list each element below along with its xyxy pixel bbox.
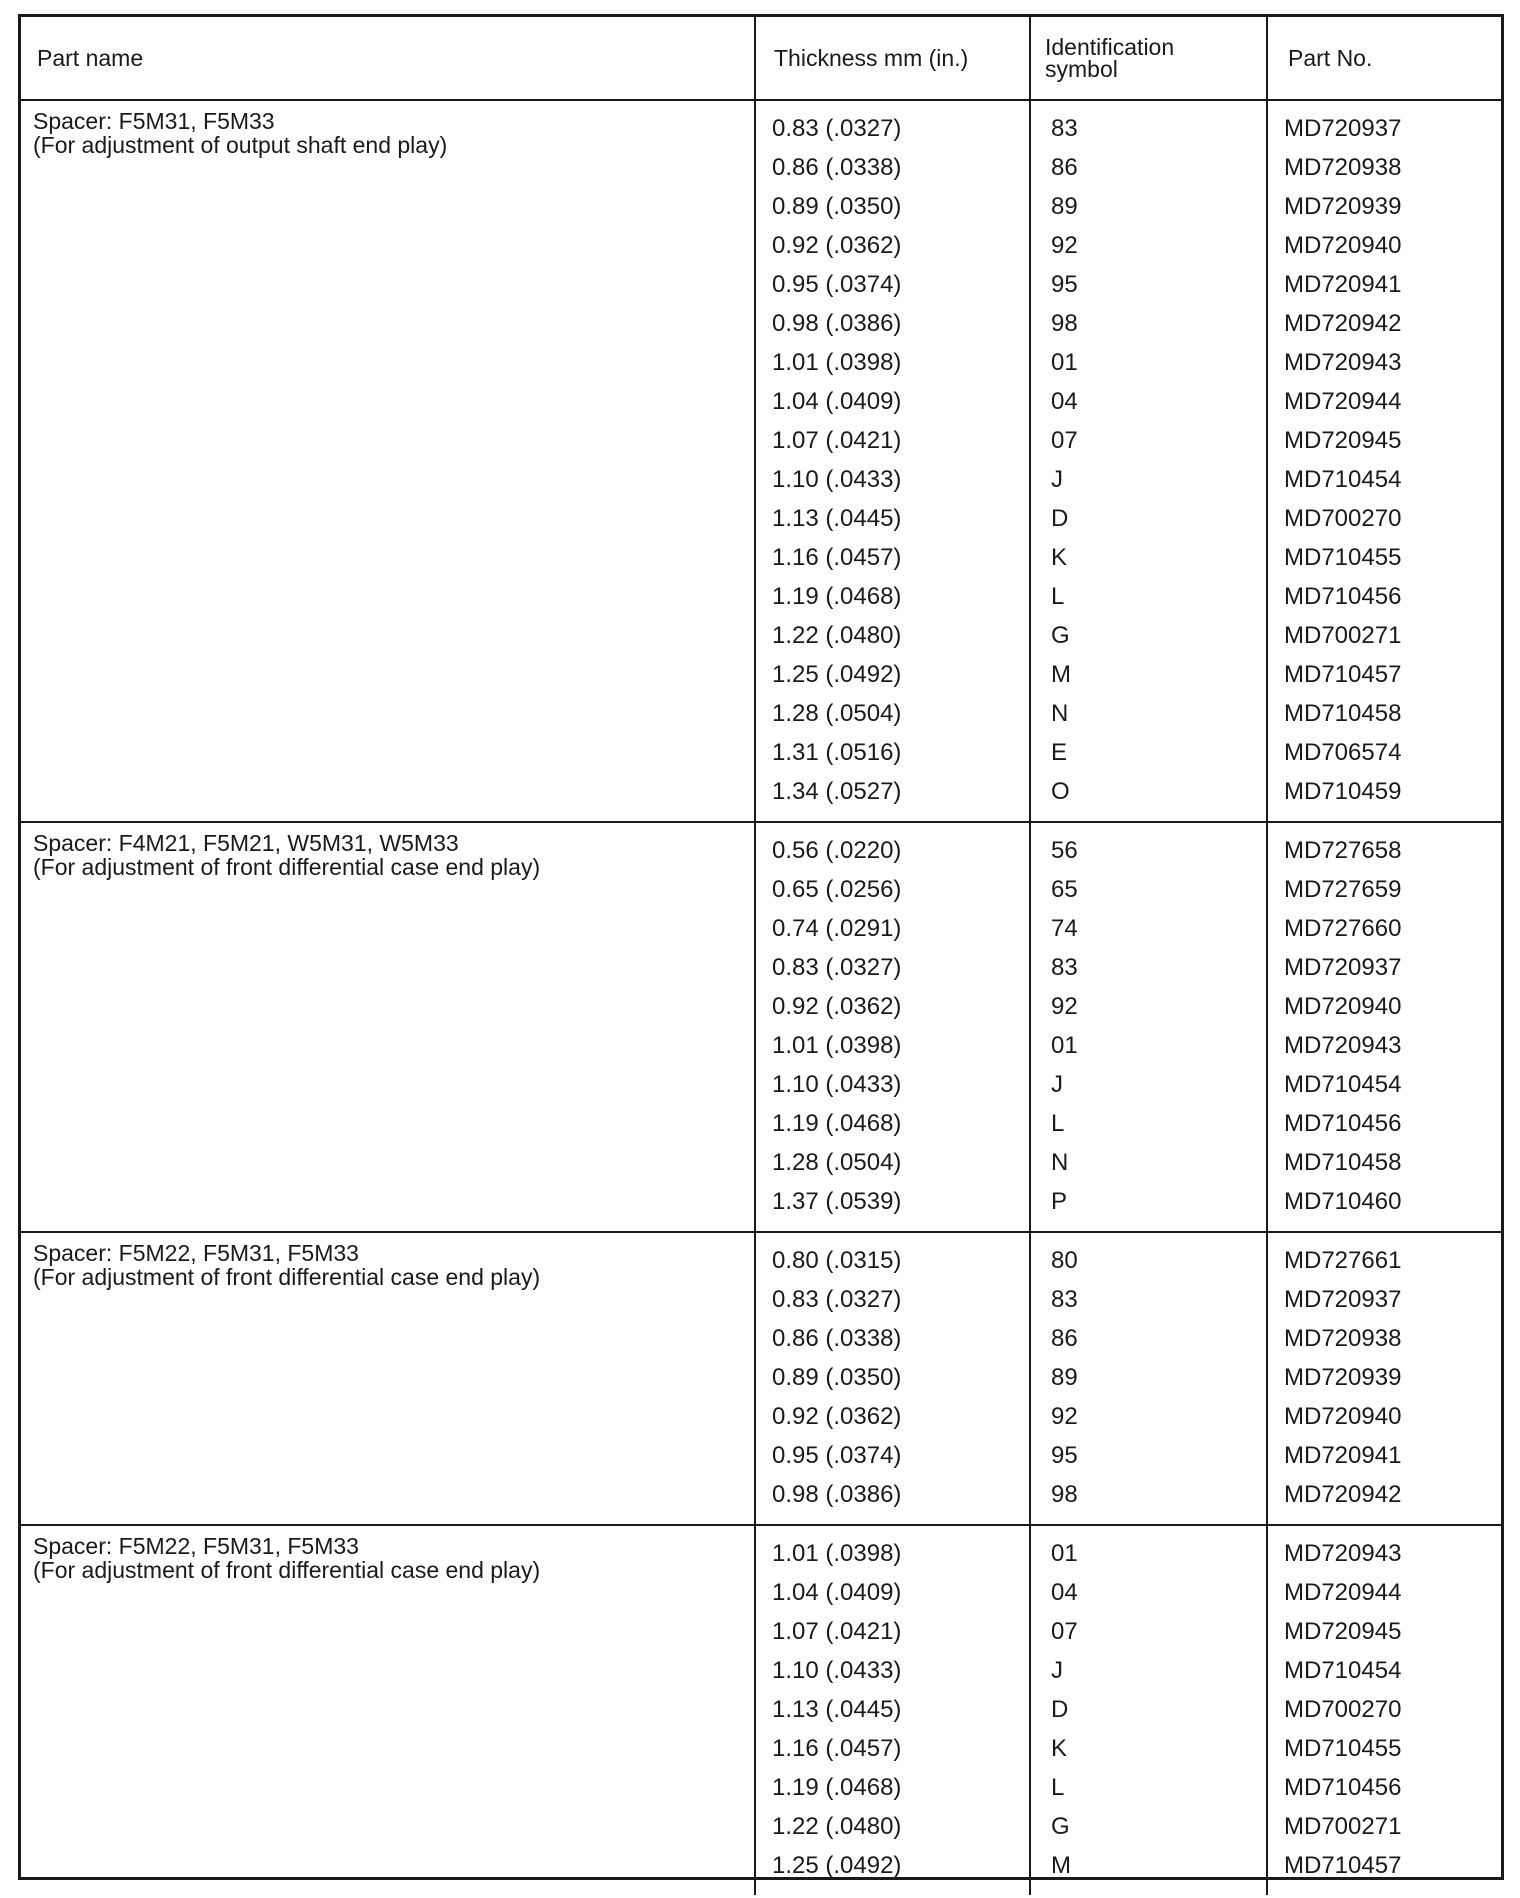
identification-symbol: D — [1051, 505, 1069, 532]
part-number: MD720938 — [1284, 154, 1402, 181]
spacer-group-3 — [21, 1232, 1501, 1525]
identification-symbol: 80 — [1051, 1247, 1078, 1274]
thickness-value: 1.19 (.0468) — [772, 583, 902, 610]
part-number: MD727660 — [1284, 915, 1402, 942]
part-number: MD710456 — [1284, 583, 1402, 610]
part-number: MD700271 — [1284, 622, 1402, 649]
thickness-value: 1.13 (.0445) — [772, 1696, 902, 1723]
identification-symbol: O — [1051, 778, 1070, 805]
part-number: MD720944 — [1284, 1579, 1402, 1606]
header-identification-line1: Identification — [1045, 34, 1175, 60]
identification-symbol: 92 — [1051, 1403, 1078, 1430]
part-name-cell — [21, 1232, 755, 1525]
part-number: MD700271 — [1284, 1813, 1402, 1840]
part-name-cell — [21, 822, 755, 1232]
thickness-value: 0.92 (.0362) — [772, 232, 902, 259]
thickness-cell — [755, 1525, 1030, 1895]
thickness-value: 1.19 (.0468) — [772, 1110, 902, 1137]
identification-symbol: 07 — [1051, 427, 1078, 454]
thickness-value: 1.07 (.0421) — [772, 1618, 902, 1645]
identification-symbol: 65 — [1051, 876, 1078, 903]
part-name: Spacer: F5M31, F5M33 — [33, 108, 275, 134]
identification-symbol: 56 — [1051, 837, 1078, 864]
identification-symbol: L — [1051, 583, 1065, 610]
table-row — [21, 1525, 1501, 1895]
part-number: MD710454 — [1284, 466, 1402, 493]
thickness-cell — [755, 1232, 1030, 1525]
part-number: MD727661 — [1284, 1247, 1402, 1274]
thickness-value: 0.74 (.0291) — [772, 915, 902, 942]
thickness-value: 0.95 (.0374) — [772, 271, 902, 298]
identification-symbol: 01 — [1051, 1540, 1078, 1567]
identification-symbol: 83 — [1051, 954, 1078, 981]
part-number: MD720938 — [1284, 1325, 1402, 1352]
part-number: MD710456 — [1284, 1774, 1402, 1801]
symbol-cell — [1030, 100, 1267, 822]
thickness-value: 1.22 (.0480) — [772, 1813, 902, 1840]
part-purpose: (For adjustment of output shaft end play) — [33, 132, 448, 158]
part-number: MD720941 — [1284, 271, 1402, 298]
part-number: MD706574 — [1284, 739, 1402, 766]
part-number: MD710454 — [1284, 1071, 1402, 1098]
part-number: MD720937 — [1284, 954, 1402, 981]
identification-symbol: M — [1051, 661, 1071, 688]
thickness-value: 1.22 (.0480) — [772, 622, 902, 649]
part-number: MD720937 — [1284, 115, 1402, 142]
identification-symbol: L — [1051, 1774, 1065, 1801]
thickness-value: 1.01 (.0398) — [772, 349, 902, 376]
identification-symbol: 86 — [1051, 1325, 1078, 1352]
part-number: MD720942 — [1284, 310, 1402, 337]
identification-symbol: K — [1051, 1735, 1068, 1762]
part-no-cell — [1267, 822, 1501, 1232]
identification-symbol: 74 — [1051, 915, 1078, 942]
identification-symbol: 01 — [1051, 349, 1078, 376]
part-number: MD710455 — [1284, 1735, 1402, 1762]
identification-symbol: N — [1051, 700, 1069, 727]
part-no-cell — [1267, 1525, 1501, 1895]
identification-symbol: G — [1051, 622, 1070, 649]
thickness-cell — [755, 822, 1030, 1232]
part-purpose: (For adjustment of front differential case end play) — [33, 1557, 541, 1583]
identification-symbol: 98 — [1051, 310, 1078, 337]
thickness-value: 0.98 (.0386) — [772, 1481, 902, 1508]
part-number: MD720943 — [1284, 349, 1402, 376]
part-number: MD700270 — [1284, 1696, 1402, 1723]
identification-symbol: 92 — [1051, 232, 1078, 259]
table-header — [21, 17, 1501, 100]
identification-symbol: 92 — [1051, 993, 1078, 1020]
thickness-value: 1.01 (.0398) — [772, 1540, 902, 1567]
part-number: MD710456 — [1284, 1110, 1402, 1137]
thickness-value: 1.25 (.0492) — [772, 1852, 902, 1879]
part-purpose: (For adjustment of front differential case end play) — [33, 1264, 541, 1290]
thickness-value: 0.86 (.0338) — [772, 1325, 902, 1352]
identification-symbol: N — [1051, 1149, 1069, 1176]
identification-symbol: 04 — [1051, 1579, 1078, 1606]
thickness-value: 1.34 (.0527) — [772, 778, 902, 805]
thickness-value: 0.83 (.0327) — [772, 1286, 902, 1313]
thickness-value: 0.86 (.0338) — [772, 154, 902, 181]
identification-symbol: E — [1051, 739, 1068, 766]
identification-symbol: 95 — [1051, 1442, 1078, 1469]
identification-symbol: D — [1051, 1696, 1069, 1723]
part-number: MD700270 — [1284, 505, 1402, 532]
thickness-value: 1.28 (.0504) — [772, 700, 902, 727]
part-number: MD720941 — [1284, 1442, 1402, 1469]
symbol-cell — [1030, 1525, 1267, 1895]
table-row — [21, 100, 1501, 822]
identification-symbol: J — [1051, 1657, 1063, 1684]
part-number: MD720940 — [1284, 232, 1402, 259]
symbol-cell — [1030, 1232, 1267, 1525]
part-number: MD710457 — [1284, 1852, 1402, 1879]
identification-symbol: 83 — [1051, 115, 1078, 142]
thickness-value: 0.98 (.0386) — [772, 310, 902, 337]
identification-symbol: J — [1051, 466, 1063, 493]
identification-symbol: L — [1051, 1110, 1065, 1137]
thickness-value: 0.95 (.0374) — [772, 1442, 902, 1469]
thickness-value: 1.04 (.0409) — [772, 1579, 902, 1606]
identification-symbol: 07 — [1051, 1618, 1078, 1645]
thickness-value: 0.92 (.0362) — [772, 1403, 902, 1430]
spacer-group-4 — [21, 1525, 1501, 1895]
header-row — [21, 17, 1501, 100]
thickness-value: 1.28 (.0504) — [772, 1149, 902, 1176]
thickness-value: 1.25 (.0492) — [772, 661, 902, 688]
part-number: MD720945 — [1284, 427, 1402, 454]
part-no-cell — [1267, 1232, 1501, 1525]
part-number: MD720943 — [1284, 1032, 1402, 1059]
part-number: MD710458 — [1284, 700, 1402, 727]
part-number: MD720939 — [1284, 193, 1402, 220]
symbol-cell — [1030, 822, 1267, 1232]
identification-symbol: 95 — [1051, 271, 1078, 298]
thickness-value: 1.04 (.0409) — [772, 388, 902, 415]
part-number: MD710460 — [1284, 1188, 1402, 1215]
thickness-cell — [755, 100, 1030, 822]
header-thickness: Thickness mm (in.) — [755, 17, 1030, 100]
thickness-value: 0.89 (.0350) — [772, 1364, 902, 1391]
table-row — [21, 822, 1501, 1232]
part-number: MD710458 — [1284, 1149, 1402, 1176]
part-no-cell — [1267, 100, 1501, 822]
part-number: MD720942 — [1284, 1481, 1402, 1508]
part-number: MD720939 — [1284, 1364, 1402, 1391]
spacer-parts-table — [21, 17, 1501, 1895]
thickness-value: 0.89 (.0350) — [772, 193, 902, 220]
thickness-value: 1.19 (.0468) — [772, 1774, 902, 1801]
part-name: Spacer: F5M22, F5M31, F5M33 — [33, 1533, 359, 1559]
identification-symbol: 89 — [1051, 193, 1078, 220]
part-number: MD727658 — [1284, 837, 1402, 864]
thickness-value: 0.83 (.0327) — [772, 115, 902, 142]
identification-symbol: 89 — [1051, 1364, 1078, 1391]
part-number: MD710455 — [1284, 544, 1402, 571]
thickness-value: 1.16 (.0457) — [772, 544, 902, 571]
thickness-value: 0.83 (.0327) — [772, 954, 902, 981]
identification-symbol: 83 — [1051, 1286, 1078, 1313]
thickness-value: 1.10 (.0433) — [772, 1657, 902, 1684]
part-number: MD710459 — [1284, 778, 1402, 805]
part-name-cell — [21, 1525, 755, 1895]
part-number: MD710454 — [1284, 1657, 1402, 1684]
identification-symbol: M — [1051, 1852, 1071, 1879]
part-purpose: (For adjustment of front differential case end play) — [33, 854, 541, 880]
part-number: MD720943 — [1284, 1540, 1402, 1567]
spacer-group-1 — [21, 100, 1501, 822]
identification-symbol: K — [1051, 544, 1068, 571]
part-number: MD720940 — [1284, 993, 1402, 1020]
part-number: MD710457 — [1284, 661, 1402, 688]
thickness-value: 1.37 (.0539) — [772, 1188, 902, 1215]
thickness-value: 0.80 (.0315) — [772, 1247, 902, 1274]
part-number: MD720940 — [1284, 1403, 1402, 1430]
header-identification-line2: symbol — [1045, 56, 1118, 82]
identification-symbol: G — [1051, 1813, 1070, 1840]
identification-symbol: P — [1051, 1188, 1068, 1215]
identification-symbol: J — [1051, 1071, 1063, 1098]
spacer-group-2 — [21, 822, 1501, 1232]
part-number: MD720937 — [1284, 1286, 1402, 1313]
part-name: Spacer: F5M22, F5M31, F5M33 — [33, 1240, 359, 1266]
thickness-value: 0.56 (.0220) — [772, 837, 902, 864]
thickness-value: 1.10 (.0433) — [772, 466, 902, 493]
identification-symbol: 01 — [1051, 1032, 1078, 1059]
part-number: MD727659 — [1284, 876, 1402, 903]
identification-symbol: 98 — [1051, 1481, 1078, 1508]
table-row — [21, 1232, 1501, 1525]
header-part-no: Part No. — [1267, 17, 1501, 100]
thickness-value: 1.16 (.0457) — [772, 1735, 902, 1762]
thickness-value: 1.10 (.0433) — [772, 1071, 902, 1098]
thickness-value: 1.13 (.0445) — [772, 505, 902, 532]
thickness-value: 1.07 (.0421) — [772, 427, 902, 454]
header-identification-symbol — [1030, 17, 1267, 100]
identification-symbol: 04 — [1051, 388, 1078, 415]
spacer-parts-sheet — [18, 14, 1504, 1880]
part-number: MD720945 — [1284, 1618, 1402, 1645]
header-part-name: Part name — [21, 17, 755, 100]
part-name-cell — [21, 100, 755, 822]
part-number: MD720944 — [1284, 388, 1402, 415]
thickness-value: 1.01 (.0398) — [772, 1032, 902, 1059]
part-name: Spacer: F4M21, F5M21, W5M31, W5M33 — [33, 830, 459, 856]
identification-symbol: 86 — [1051, 154, 1078, 181]
thickness-value: 0.65 (.0256) — [772, 876, 902, 903]
thickness-value: 0.92 (.0362) — [772, 993, 902, 1020]
thickness-value: 1.31 (.0516) — [772, 739, 902, 766]
